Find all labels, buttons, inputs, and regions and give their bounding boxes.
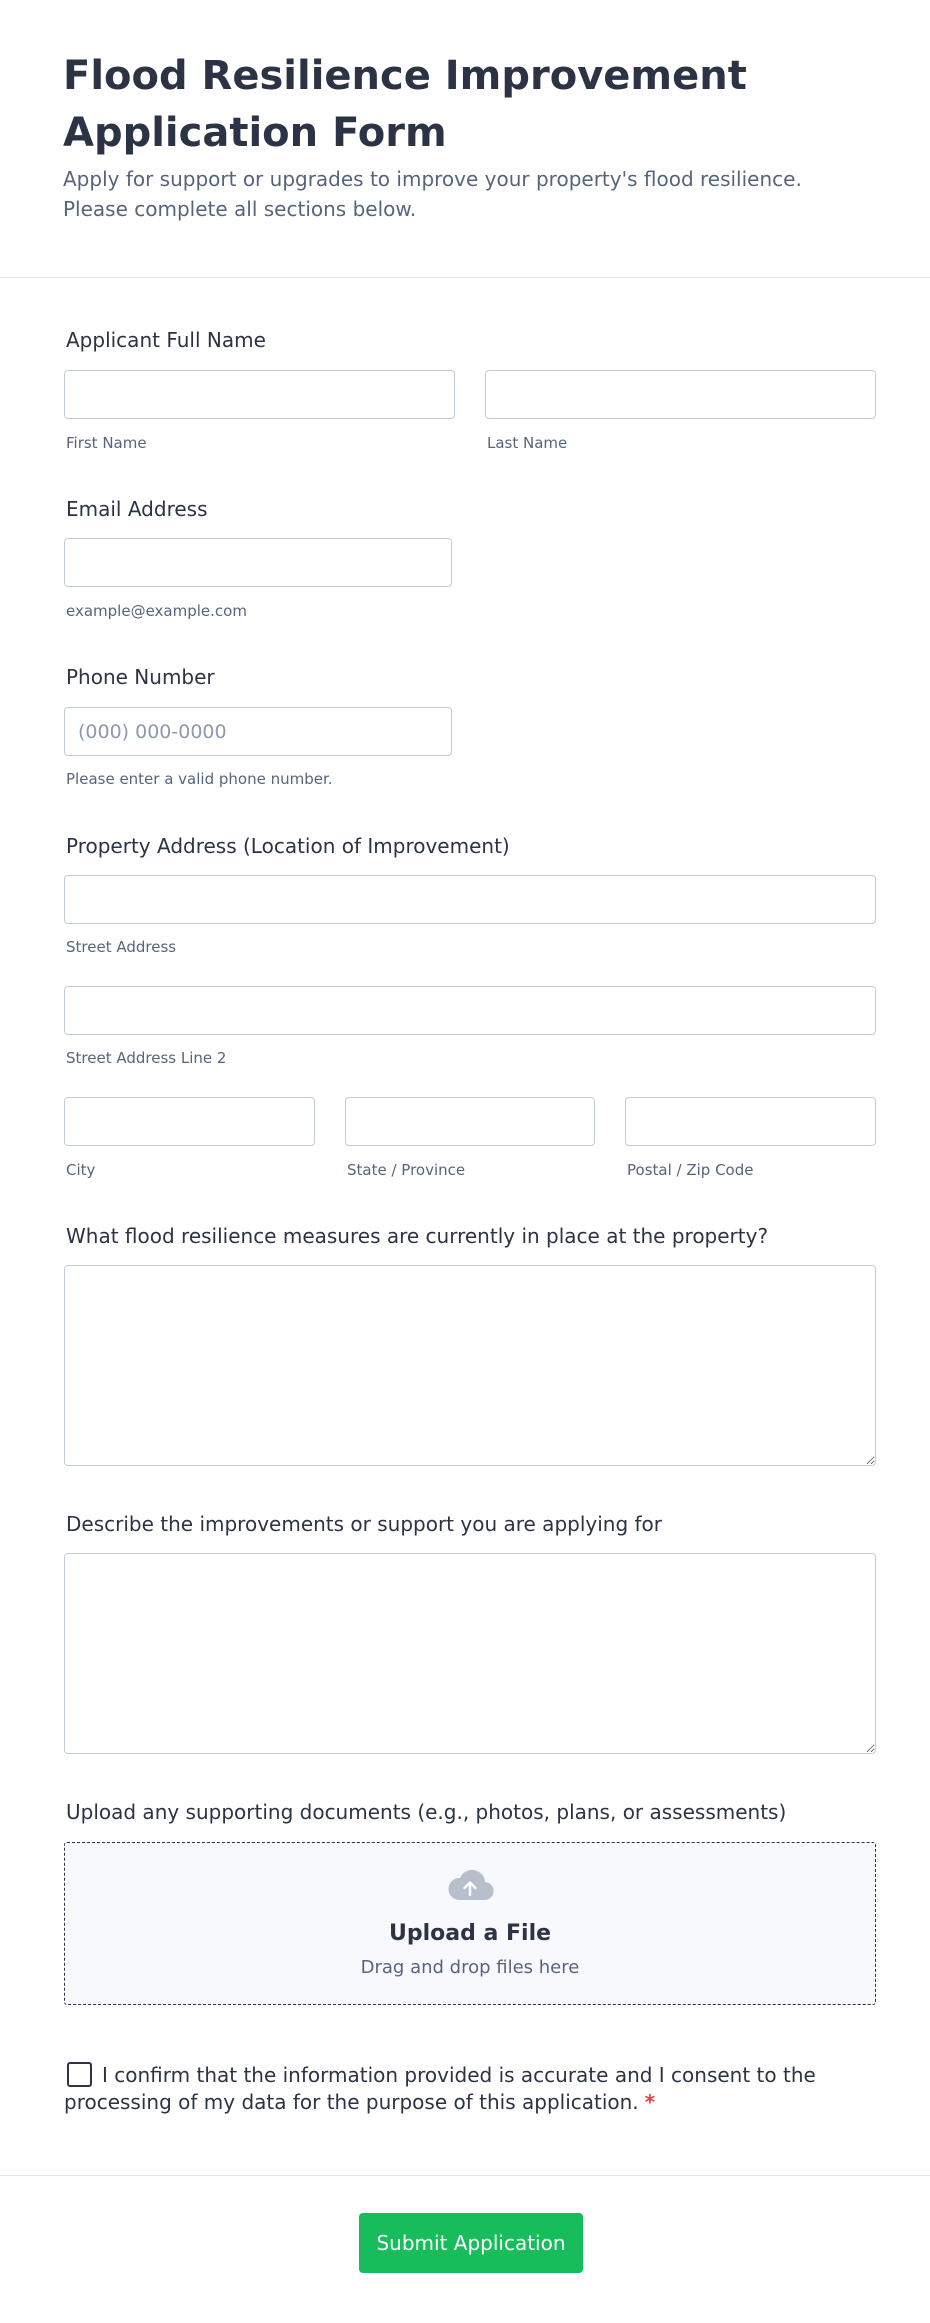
street-address-input[interactable]: [64, 875, 876, 924]
file-upload-dropzone[interactable]: [64, 1842, 876, 2005]
required-marker: *: [644, 2090, 656, 2114]
zip-sublabel: Postal / Zip Code: [627, 1161, 754, 1179]
upload-title: Upload a File: [388, 1921, 552, 1946]
first-name-sublabel: First Name: [66, 434, 147, 452]
last-name-input[interactable]: [485, 370, 876, 419]
city-sublabel: City: [66, 1161, 96, 1179]
email-sublabel: example@example.com: [66, 602, 247, 620]
cloud-upload-icon: [446, 1869, 494, 1901]
improvements-label: Describe the improvements or support you are applying for: [66, 1512, 663, 1536]
address-label: Property Address (Location of Improvement): [66, 834, 510, 858]
last-name-sublabel: Last Name: [487, 434, 568, 452]
upload-subtitle: Drag and drop files here: [360, 1957, 580, 1978]
city-input[interactable]: [64, 1097, 315, 1146]
street-address-line2-input[interactable]: [64, 986, 876, 1035]
phone-sublabel: Please enter a valid phone number.: [66, 770, 333, 788]
state-sublabel: State / Province: [347, 1161, 466, 1179]
current-measures-label: What flood resilience measures are currently in place at the property?: [66, 1224, 769, 1248]
improvements-textarea[interactable]: [64, 1553, 876, 1754]
state-input[interactable]: [345, 1097, 595, 1146]
first-name-input[interactable]: [64, 370, 455, 419]
consent-checkbox[interactable]: [67, 2062, 92, 2087]
email-label: Email Address: [66, 497, 208, 521]
phone-label: Phone Number: [66, 665, 215, 689]
form-header: [0, 0, 930, 278]
consent-text: I confirm that the information provided is accurate and I consent to the processing of my data for the purpose of this application.: [64, 2063, 816, 2114]
email-input[interactable]: [64, 538, 452, 587]
upload-label: Upload any supporting documents (e.g., photos, plans, or assessments): [66, 1800, 787, 1824]
full-name-label: Applicant Full Name: [66, 328, 266, 352]
street-address-line2-sublabel: Street Address Line 2: [66, 1049, 227, 1067]
submit-button[interactable]: Submit Application: [359, 2213, 583, 2273]
street-address-sublabel: Street Address: [66, 938, 177, 956]
consent-field: [64, 2062, 876, 2116]
current-measures-textarea[interactable]: [64, 1265, 876, 1466]
zip-input[interactable]: [625, 1097, 876, 1146]
form-subtitle: Apply for support or upgrades to improve your property's flood resilience. Please complete all sections below.: [63, 167, 802, 221]
footer-divider: [0, 2175, 930, 2176]
phone-input[interactable]: [64, 707, 452, 756]
form-title: Flood Resilience Improvement Application Form: [63, 53, 747, 156]
